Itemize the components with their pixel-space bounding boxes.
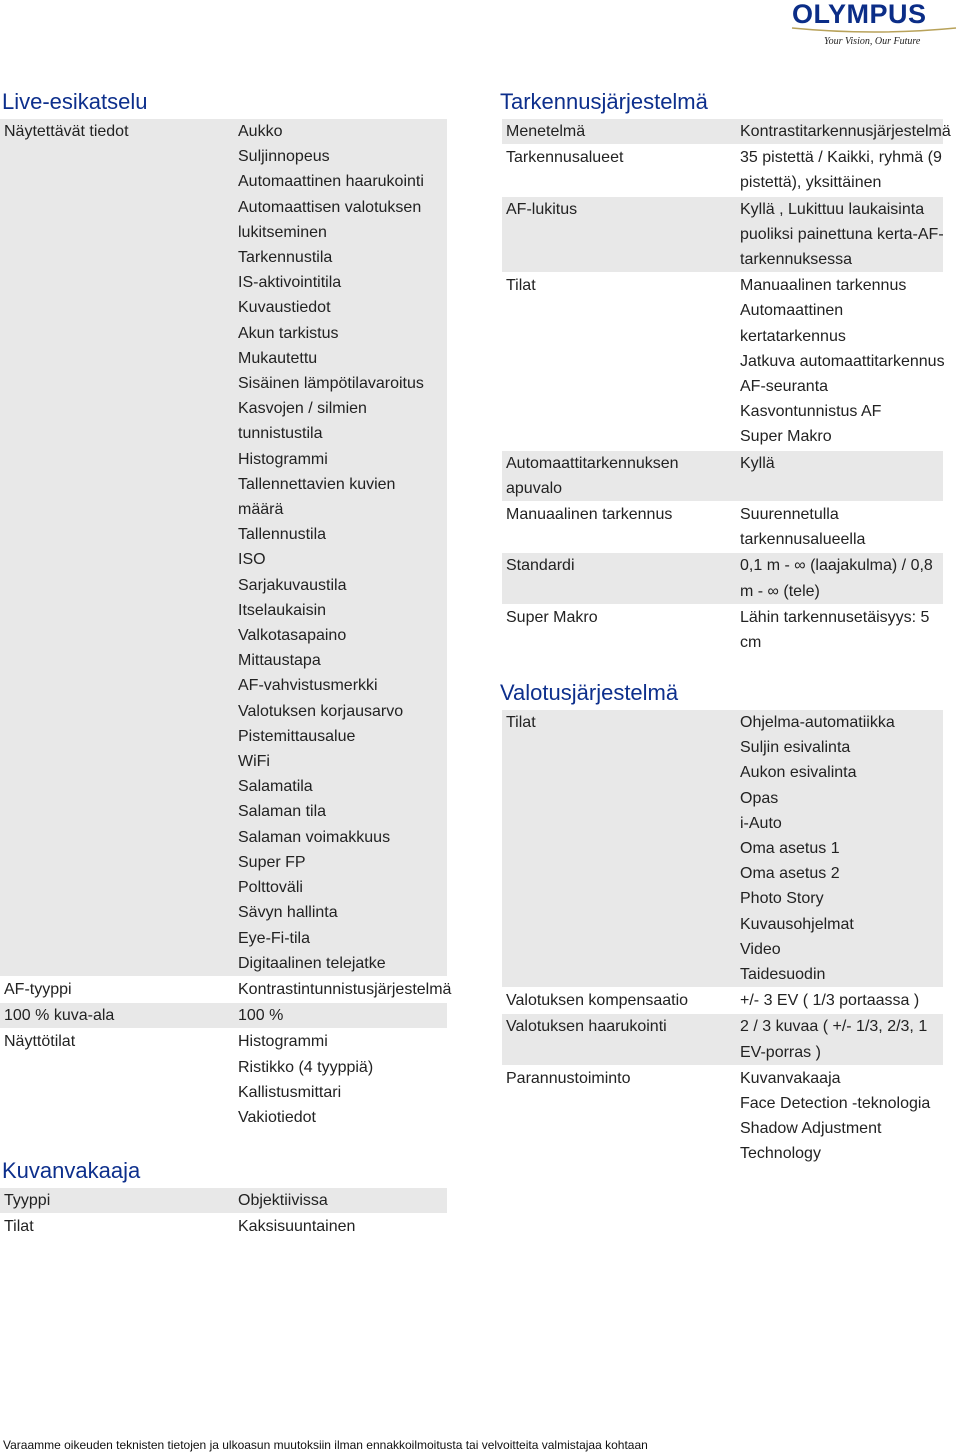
spec-row xyxy=(0,1188,447,1214)
spec-value-line: Itselaukaisin xyxy=(238,601,327,619)
spec-label-line: Näytettävät tiedot xyxy=(4,123,129,140)
spec-value-line: Polttoväli xyxy=(238,879,303,897)
spec-table-live-view xyxy=(0,119,452,1131)
spec-value-line: Face Detection -teknologia xyxy=(740,1095,931,1113)
spec-value-line: Sarjakuvaustila xyxy=(238,576,347,594)
spec-value-line: +/- 3 EV ( 1/3 portaassa ) xyxy=(740,992,920,1010)
section-title-stabilizer: Kuvanvakaaja xyxy=(2,1158,141,1183)
spec-value-line: Kyllä , Lukittuu laukaisinta xyxy=(740,200,925,218)
spec-label xyxy=(0,1214,234,1240)
spec-value xyxy=(736,450,943,501)
spec-label-line: Valotuksen haarukointi xyxy=(506,1018,667,1036)
spec-label-line: AF-lukitus xyxy=(506,200,578,218)
spec-row xyxy=(502,553,943,604)
spec-value-line: Suurennetulla xyxy=(740,506,839,524)
spec-value-line: Digitaalinen telejatke xyxy=(238,954,386,972)
spec-table-exposure-system xyxy=(502,710,943,1168)
spec-value-line: Tallennustila xyxy=(238,526,327,544)
spec-value-line: Valotuksen korjausarvo xyxy=(238,702,404,720)
spec-value xyxy=(736,988,943,1014)
spec-label xyxy=(502,145,736,196)
spec-value-line: Video xyxy=(740,940,781,958)
spec-value-line: Kuvausohjelmat xyxy=(740,915,854,933)
spec-value-line: IS-aktivointitila xyxy=(238,274,342,292)
spec-value-line: Suljin esivalinta xyxy=(740,739,851,757)
spec-value-line: 2 / 3 kuvaa ( +/- 1/3, 2/3, 1 xyxy=(740,1018,928,1036)
spec-value-line: Oma asetus 1 xyxy=(740,840,840,858)
spec-value-line: Salaman voimakkuus xyxy=(238,828,391,846)
spec-value xyxy=(736,196,943,273)
section-title-focus-system: Tarkennusjärjestelmä xyxy=(500,89,708,114)
spec-value-line: lukitseminen xyxy=(238,223,327,241)
spec-label xyxy=(0,1029,234,1131)
spec-label-line: Tilat xyxy=(506,277,536,295)
spec-value-line: ISO xyxy=(238,551,266,569)
spec-label xyxy=(502,710,736,988)
spec-label-line: Tarkennusalueet xyxy=(506,149,624,167)
spec-value-line: tarkennuksessa xyxy=(740,251,853,269)
spec-value xyxy=(234,1214,447,1240)
spec-value xyxy=(736,145,943,196)
spec-label-line: Automaattitarkennuksen xyxy=(506,454,679,472)
spec-value-line: Histogrammi xyxy=(238,1033,328,1051)
spec-value-line: Sävyn hallinta xyxy=(238,904,338,922)
spec-row xyxy=(502,502,943,553)
logo-tagline: Your Vision, Our Future xyxy=(824,36,921,47)
logo-swoosh-icon xyxy=(790,26,958,36)
spec-value-line: Kuvanvakaaja xyxy=(740,1069,841,1087)
spec-label xyxy=(502,450,736,501)
spec-value-line: i-Auto xyxy=(740,814,782,832)
spec-label-line: Menetelmä xyxy=(506,123,586,140)
spec-label-line: Tilat xyxy=(506,714,536,731)
spec-value-line: 100 % xyxy=(238,1007,284,1025)
spec-value-line: Automaattinen xyxy=(740,302,844,320)
spec-value xyxy=(736,553,943,604)
spec-value-line: Kaksisuuntainen xyxy=(238,1218,356,1236)
spec-value-line: Sisäinen lämpötilavaroitus xyxy=(238,375,424,393)
spec-value-line: Technology xyxy=(740,1145,821,1163)
spec-row xyxy=(0,119,447,976)
spec-value-line: Kasvontunnistus AF xyxy=(740,403,882,421)
spec-row xyxy=(502,1014,943,1065)
spec-value-line: m - ∞ (tele) xyxy=(740,582,820,600)
spec-value-line: Oma asetus 2 xyxy=(740,865,840,883)
spec-label xyxy=(502,988,736,1014)
spec-value-line: Akun tarkistus xyxy=(238,324,339,342)
spec-value-line: tarkennusalueella xyxy=(740,531,866,549)
spec-value-line: Automaattisen valotuksen xyxy=(238,198,422,216)
spec-label-line: Valotuksen kompensaatio xyxy=(506,992,689,1010)
spec-value-line: 35 pistettä / Kaikki, ryhmä (9 xyxy=(740,149,942,167)
spec-row xyxy=(502,145,943,196)
spec-value-line: Kontrastintunnistusjärjestelmä xyxy=(238,980,452,998)
spec-value xyxy=(234,1003,447,1029)
spec-value-line: 0,1 m - ∞ (laajakulma) / 0,8 xyxy=(740,557,933,575)
spec-label xyxy=(0,1188,234,1214)
spec-table-stabilizer xyxy=(0,1188,447,1240)
spec-label xyxy=(502,604,736,655)
spec-value-line: Tarkennustila xyxy=(238,249,333,267)
spec-value-line: Jatkuva automaattitarkennus xyxy=(740,352,945,370)
spec-label xyxy=(502,502,736,553)
spec-label xyxy=(0,1003,234,1029)
spec-label xyxy=(502,1065,736,1167)
spec-value-line: pistettä), yksittäinen xyxy=(740,174,882,192)
spec-value-line: Suljinnopeus xyxy=(238,148,330,166)
spec-value-line: Super FP xyxy=(238,853,306,871)
spec-value-line: Kasvojen / silmien xyxy=(238,400,367,418)
spec-value-line: Photo Story xyxy=(740,890,824,908)
spec-label-line: apuvalo xyxy=(506,479,563,497)
spec-value xyxy=(234,976,452,1002)
spec-table-focus-system xyxy=(502,119,951,656)
spec-value-line: Objektiivissa xyxy=(238,1192,328,1209)
spec-label-line: Super Makro xyxy=(506,608,598,626)
spec-value-line: AF-vahvistusmerkki xyxy=(238,677,378,695)
spec-value xyxy=(736,1014,943,1065)
spec-value-line: Ohjelma-automatiikka xyxy=(740,714,895,731)
spec-row xyxy=(0,1003,447,1029)
olympus-logo xyxy=(790,0,960,50)
spec-value-line: Salaman tila xyxy=(238,803,327,821)
spec-value-line: Kuvaustiedot xyxy=(238,299,331,317)
spec-label-line: Manuaalinen tarkennus xyxy=(506,506,673,524)
spec-label xyxy=(502,273,736,450)
spec-row xyxy=(0,1214,447,1240)
spec-value-line: Mukautettu xyxy=(238,349,318,367)
spec-row xyxy=(502,450,943,501)
spec-row xyxy=(502,119,943,145)
spec-value-line: Opas xyxy=(740,789,779,807)
spec-value-line: Pistemittausalue xyxy=(238,727,356,745)
spec-value xyxy=(234,1188,447,1214)
spec-row xyxy=(502,1065,943,1167)
spec-label-line: AF-tyyppi xyxy=(4,980,72,998)
spec-value-line: tunnistustila xyxy=(238,425,323,443)
spec-value xyxy=(736,273,943,450)
spec-label-line: Parannustoiminto xyxy=(506,1069,631,1087)
spec-value-line: Vakiotiedot xyxy=(238,1108,316,1126)
spec-value-line: Manuaalinen tarkennus xyxy=(740,277,907,295)
spec-label xyxy=(502,553,736,604)
spec-value-line: EV-porras ) xyxy=(740,1043,821,1061)
spec-value-line: Kallistusmittari xyxy=(238,1083,342,1101)
spec-value-line: Mittaustapa xyxy=(238,652,321,670)
spec-row xyxy=(502,273,943,450)
spec-label-line: Näyttötilat xyxy=(4,1033,76,1051)
spec-value-line: Eye-Fi-tila xyxy=(238,929,311,947)
spec-row xyxy=(0,1029,447,1131)
spec-label-line: Tilat xyxy=(4,1218,34,1236)
spec-value-line: Aukon esivalinta xyxy=(740,764,857,782)
spec-value-line: Tallennettavien kuvien xyxy=(238,475,396,493)
spec-value-line: Taidesuodin xyxy=(740,966,826,984)
spec-row xyxy=(0,976,447,1002)
spec-value-line: AF-seuranta xyxy=(740,378,829,396)
spec-label-line: Standardi xyxy=(506,557,575,575)
spec-value xyxy=(736,710,943,988)
spec-row xyxy=(502,604,943,655)
spec-row xyxy=(502,988,943,1014)
footer-disclaimer: Varaamme oikeuden teknisten tietojen ja ulkoasun muutoksiin ilman ennakkoilmoitusta tai velvoitteita valmistajaa kohtaan xyxy=(3,1438,648,1452)
spec-row xyxy=(502,196,943,273)
spec-label-line: Tyyppi xyxy=(4,1192,51,1209)
spec-value-line: Shadow Adjustment xyxy=(740,1120,882,1138)
spec-label xyxy=(502,196,736,273)
spec-value xyxy=(736,119,951,145)
spec-value xyxy=(234,1029,447,1131)
spec-label xyxy=(0,119,234,976)
spec-label xyxy=(0,976,234,1002)
spec-value-line: Histogrammi xyxy=(238,450,328,468)
spec-label xyxy=(502,119,736,145)
spec-value-line: Valkotasapaino xyxy=(238,627,347,645)
spec-value-line: Aukko xyxy=(238,123,283,140)
spec-value-line: puoliksi painettuna kerta-AF- xyxy=(740,225,944,243)
spec-label xyxy=(502,1014,736,1065)
spec-value xyxy=(736,604,943,655)
spec-value-line: WiFi xyxy=(238,753,270,771)
section-title-exposure-system: Valotusjärjestelmä xyxy=(500,680,679,705)
spec-value-line: Kyllä xyxy=(740,454,775,472)
spec-value xyxy=(736,502,943,553)
spec-value-line: Ristikko (4 tyyppiä) xyxy=(238,1058,374,1076)
spec-label-line: 100 % kuva-ala xyxy=(4,1007,115,1025)
spec-value-line: Automaattinen haarukointi xyxy=(238,173,424,191)
spec-row xyxy=(502,710,943,988)
logo-wordmark: OLYMPUS xyxy=(792,0,927,29)
spec-value xyxy=(736,1065,943,1167)
spec-value-line: määrä xyxy=(238,501,284,519)
spec-value-line: Super Makro xyxy=(740,428,832,446)
spec-value-line: Kontrastitarkennusjärjestelmä xyxy=(740,123,951,140)
spec-value xyxy=(234,119,447,976)
section-title-live-view: Live-esikatselu xyxy=(2,89,148,114)
spec-value-line: Lähin tarkennusetäisyys: 5 xyxy=(740,608,930,626)
spec-value-line: cm xyxy=(740,634,762,652)
spec-value-line: kertatarkennus xyxy=(740,327,846,345)
spec-value-line: Salamatila xyxy=(238,778,313,796)
